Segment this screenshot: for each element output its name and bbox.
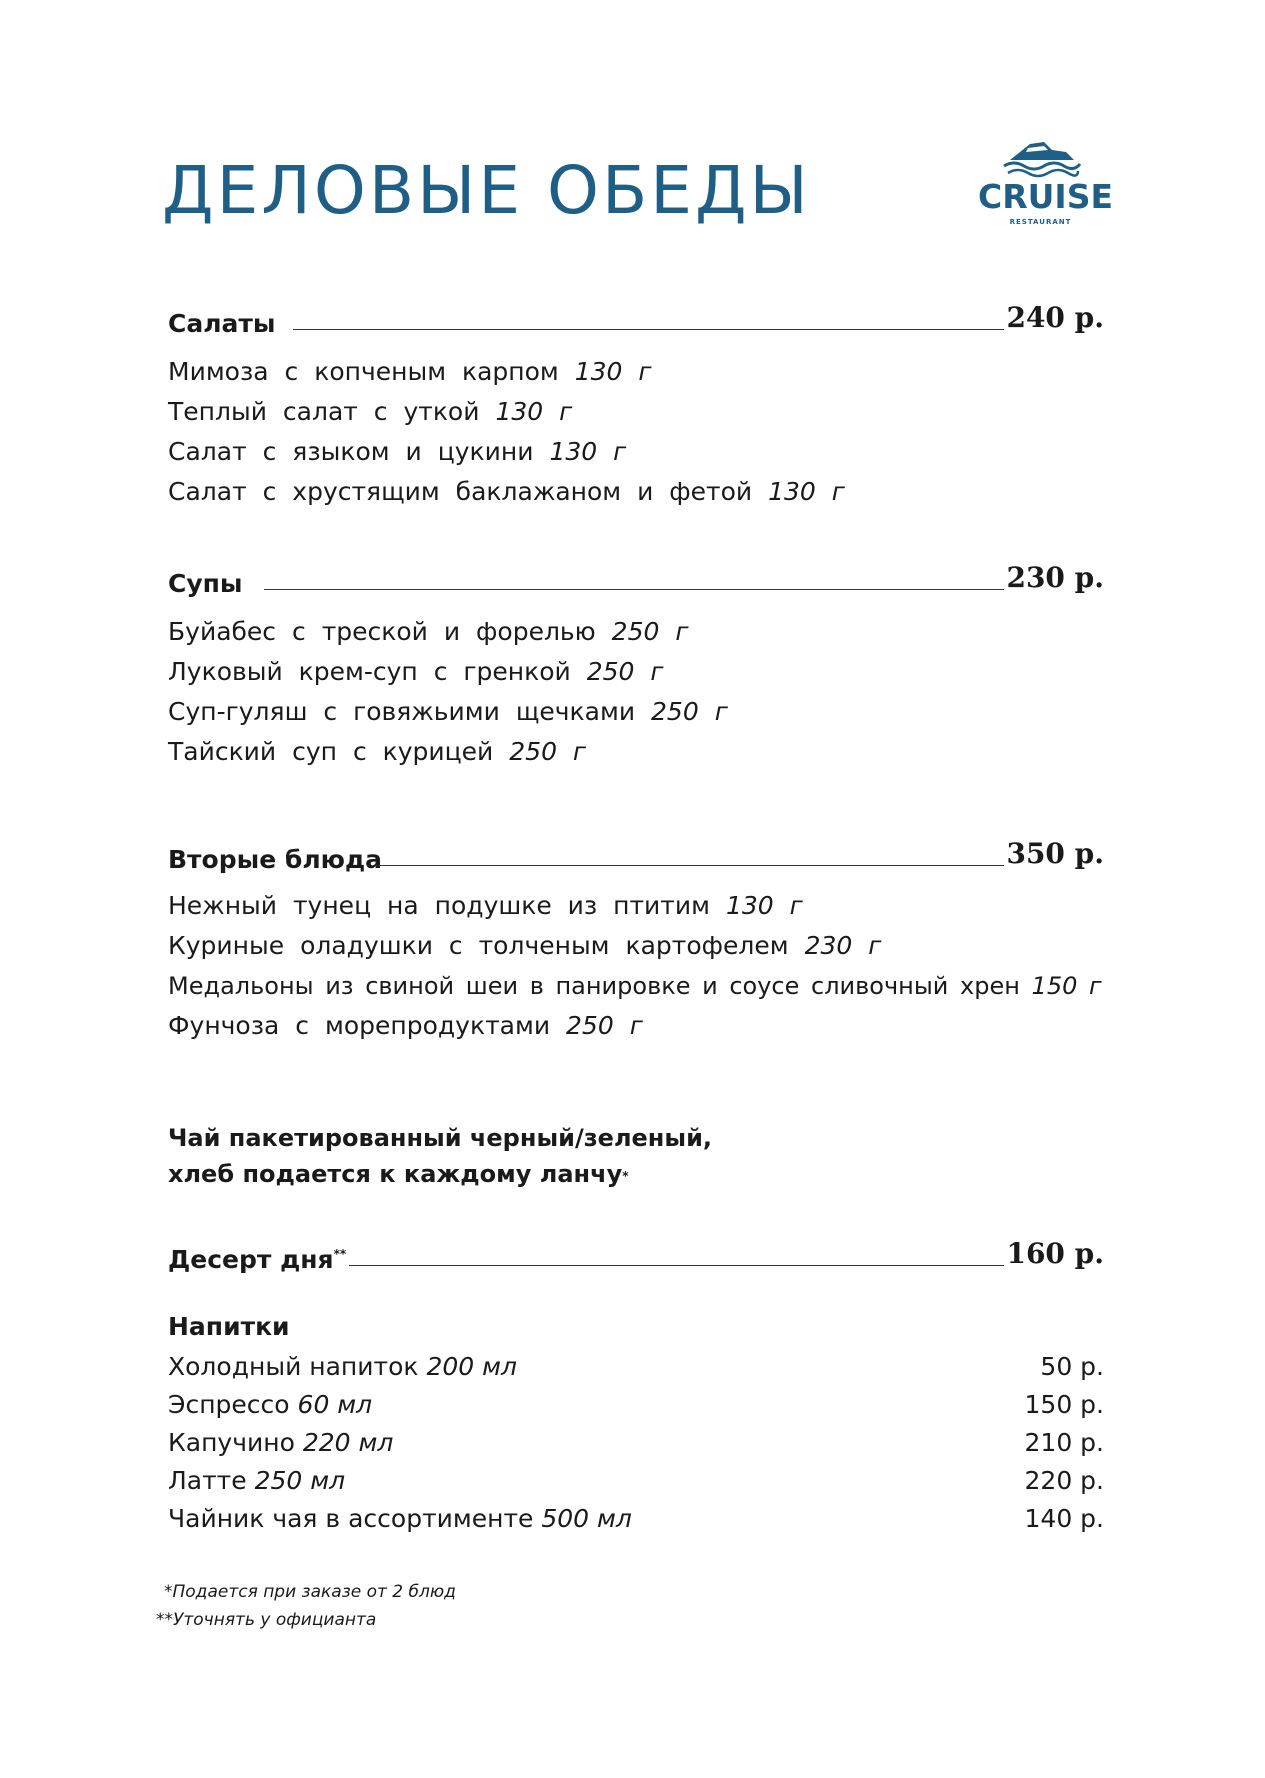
leader-line [293,329,1004,330]
list-item: Буйабес с треской и форелью 250 г [168,617,689,646]
list-item: Латте 250 мл 220 р. [168,1466,1104,1495]
logo-subtitle: RESTAURANT [1009,218,1072,226]
footnote: **Уточнять у официанта [156,1610,377,1630]
mains-list [168,886,1102,1046]
leader-line [376,865,1004,866]
note-line: Чай пакетированный черный/зеленый, [168,1124,713,1152]
list-item: Капучино 220 мл 210 р. [168,1428,1104,1457]
list-item: Тайский суп с курицей 250 г [168,737,587,766]
cruise-logo [978,140,1114,235]
section-title: Супы [168,569,243,598]
section-price: 350 р. [1006,837,1104,870]
page-title: ДЕЛОВЫЕ ОБЕДЫ [162,152,811,229]
note-line: хлеб подается к каждому ланчу* [168,1160,629,1188]
list-item: Салат с хрустящим баклажаном и фетой 130 г [168,477,845,506]
section-price: 160 р. [1006,1237,1104,1270]
section-header-dessert [168,1238,1104,1274]
drinks-title: Напитки [168,1312,290,1341]
footnote: *Подается при заказе от 2 блюд [164,1582,456,1602]
lunch-note [168,1120,712,1192]
list-item: Чайник чая в ассортименте 500 мл 140 р. [168,1504,1104,1533]
section-title: Десерт дня** [168,1245,347,1274]
soups-list [168,612,728,772]
section-title: Вторые блюда [168,845,383,874]
logo-wordmark: CRUISE [978,177,1114,216]
list-item: Медальоны из свиной шеи в панировке и соусе сливочный хрен 150 г [168,972,1102,1000]
section-header-mains [168,838,1104,874]
list-item: Луковый крем-суп с гренкой 250 г [168,657,664,686]
drinks-list [168,1348,1104,1538]
list-item: Мимоза с копченым карпом 130 г [168,357,652,386]
salads-list [168,352,845,512]
list-item: Холодный напиток 200 мл 50 р. [168,1352,1104,1381]
section-price: 240 р. [1006,301,1104,334]
leader-line [349,1265,1004,1266]
list-item: Салат с языком и цукини 130 г [168,437,627,466]
list-item: Теплый салат с уткой 130 г [168,397,573,426]
section-title: Салаты [168,309,276,338]
ship-waves-icon [1000,140,1082,180]
section-header-soups [168,562,1104,598]
list-item: Фунчоза с морепродуктами 250 г [168,1011,643,1040]
list-item: Суп-гуляш с говяжьими щечками 250 г [168,697,728,726]
list-item: Эспрессо 60 мл 150 р. [168,1390,1104,1419]
section-price: 230 р. [1006,561,1104,594]
list-item: Куриные оладушки с толченым картофелем 230 г [168,931,882,960]
section-header-salads [168,302,1104,338]
list-item: Нежный тунец на подушке из птитим 130 г [168,891,803,920]
leader-line [264,589,1004,590]
